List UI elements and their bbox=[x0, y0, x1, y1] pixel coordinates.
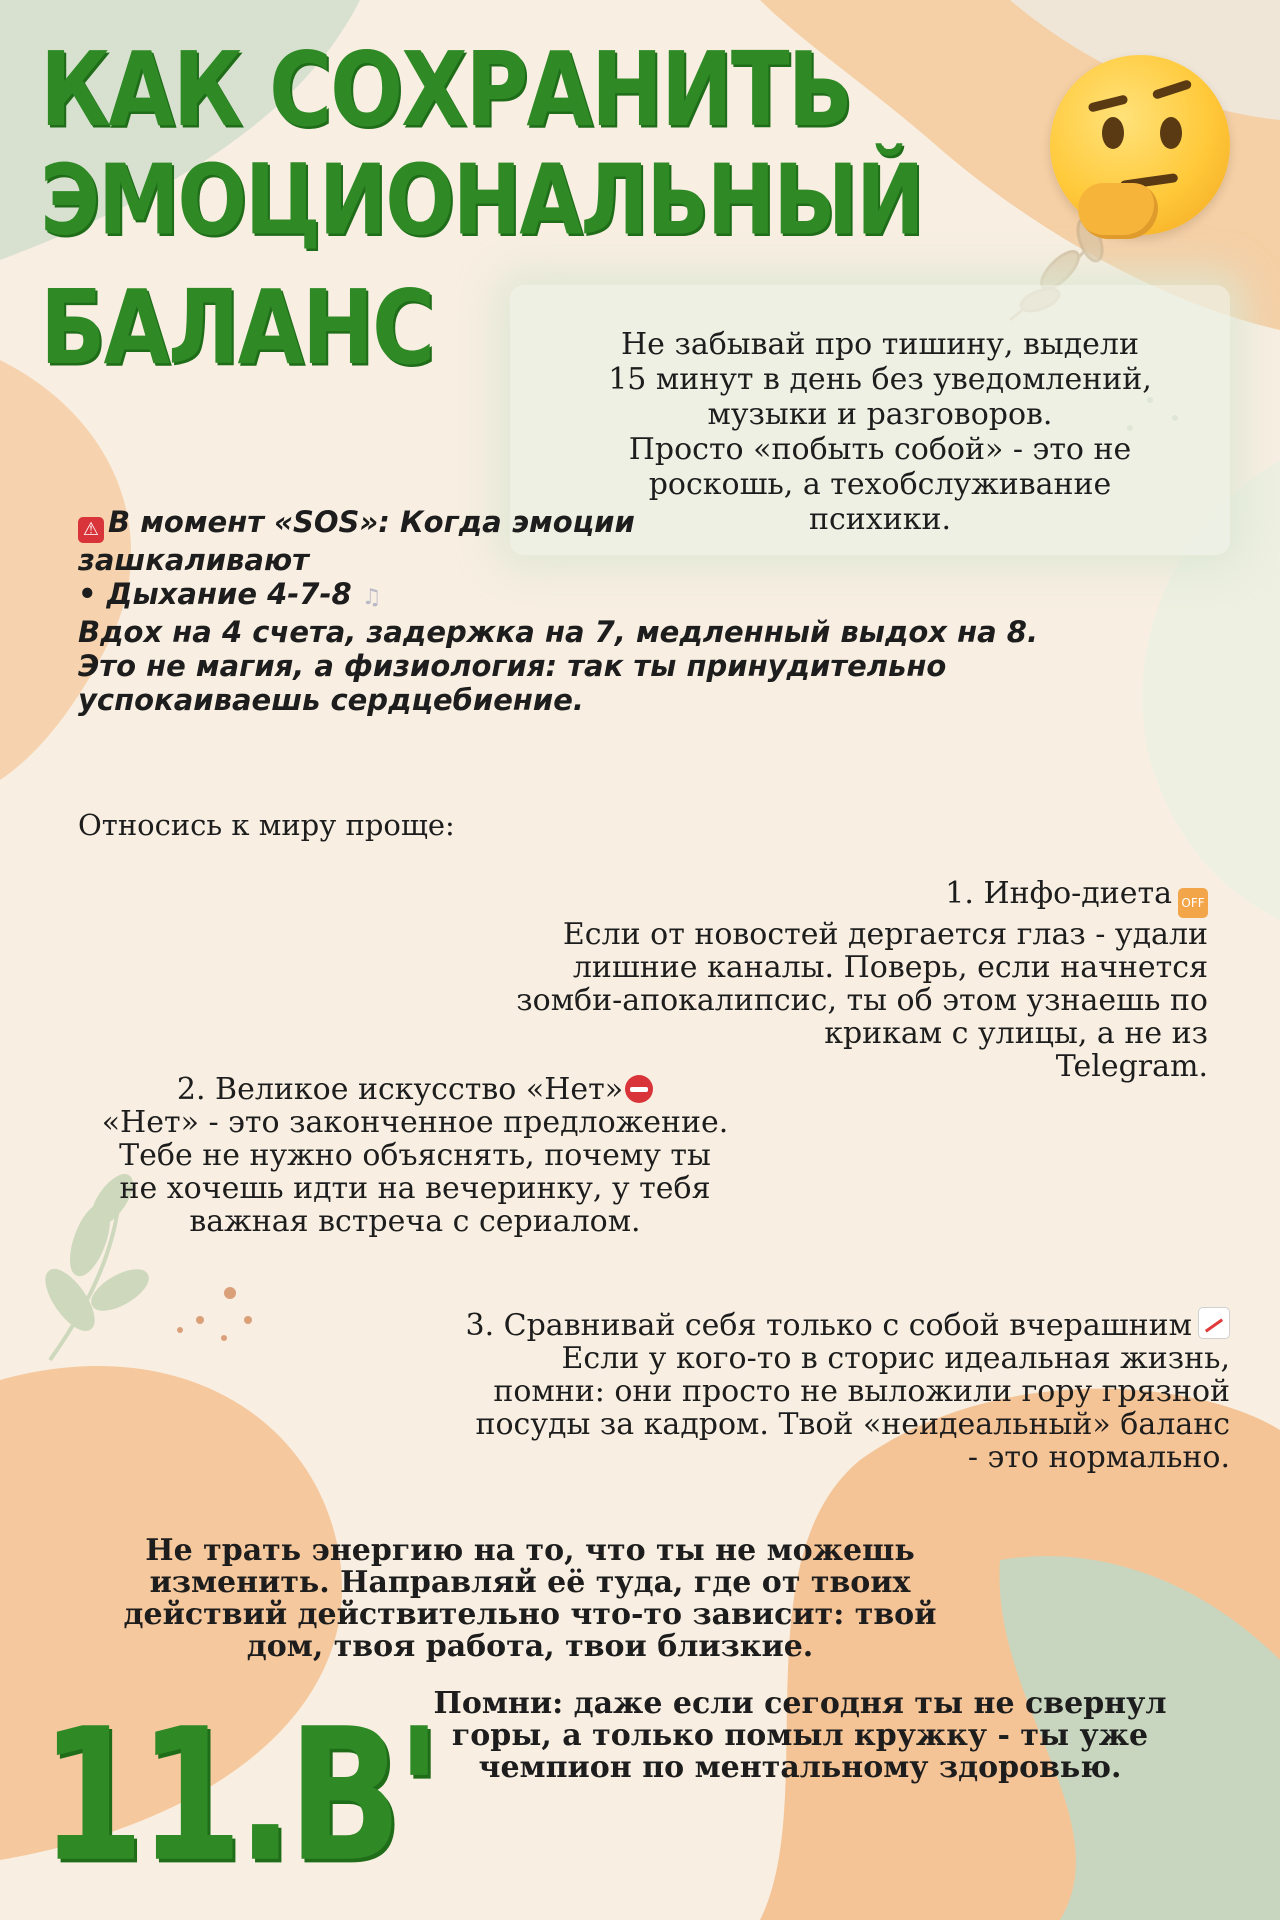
tip-title: 3. Сравнивай себя только с собой вчерашним bbox=[465, 1308, 1192, 1343]
sos-line: Вдох на 4 счета, задержка на 7, медленный выдох на 8. bbox=[78, 615, 1038, 649]
sos-technique: • Дыхание 4-7-8 bbox=[78, 577, 352, 611]
tip-line: посуды за кадром. Твой «неидеальный» баланс bbox=[475, 1407, 1230, 1442]
energy-line: дом, твоя работа, твои близкие. bbox=[246, 1629, 814, 1664]
tip-line: Если у кого-то в сторис идеальная жизнь, bbox=[561, 1341, 1230, 1376]
energy-line: Не трать энергию на то, что ты не можешь bbox=[145, 1533, 915, 1568]
relax-heading: Относись к миру проще: bbox=[78, 808, 455, 842]
tip-line: лишние каналы. Поверь, если начнется bbox=[572, 950, 1208, 985]
energy-line: действий действительно что-то зависит: твой bbox=[123, 1597, 937, 1632]
tip-line: Если от новостей дергается глаз - удали bbox=[562, 917, 1208, 952]
remember-line: горы, а только помыл кружку - ты уже bbox=[451, 1718, 1149, 1753]
tip-title: 1. Инфо-диета bbox=[945, 876, 1172, 911]
tip-title: 2. Великое искусство «Нет» bbox=[176, 1072, 624, 1107]
siren-icon: ⚠ bbox=[78, 517, 104, 543]
intro-line: роскошь, а техобслуживание bbox=[648, 467, 1112, 502]
tip-line: «Нет» - это законченное предложение. bbox=[101, 1105, 729, 1140]
tip-line: - это нормально. bbox=[967, 1440, 1230, 1475]
intro-line: музыки и разговоров. bbox=[707, 397, 1053, 432]
sos-line: Это не магия, а физиология: так ты принудительно bbox=[78, 649, 947, 683]
sos-line: успокаиваешь сердцебиение. bbox=[78, 683, 584, 717]
tip-item-1 bbox=[330, 877, 1208, 1083]
tip-line: Telegram. bbox=[1055, 1049, 1208, 1084]
tip-item-3 bbox=[285, 1307, 1230, 1474]
tip-line: Тебе не нужно объяснять, почему ты bbox=[119, 1138, 711, 1173]
remember-line: чемпион по ментальному здоровью. bbox=[478, 1750, 1122, 1785]
thinking-face-icon bbox=[1050, 55, 1230, 235]
intro-line: Не забывай про тишину, выдели bbox=[621, 327, 1139, 362]
title-line-3: БАЛАНС bbox=[40, 269, 434, 388]
energy-line: изменить. Направляй её туда, где от твоих bbox=[149, 1565, 911, 1600]
tip-item-2 bbox=[40, 1073, 790, 1238]
title-line-1: КАК СОХРАНИТЬ bbox=[40, 31, 852, 150]
class-signature: 11.В' bbox=[40, 1690, 436, 1903]
sos-heading: В момент «SOS»: Когда эмоции bbox=[108, 505, 635, 539]
sos-heading-cont: зашкаливают bbox=[78, 543, 309, 577]
remember-line: Помни: даже если сегодня ты не свернул bbox=[433, 1686, 1167, 1721]
intro-line: психики. bbox=[809, 502, 951, 537]
sos-section bbox=[78, 505, 1128, 717]
tip-line: не хочешь идти на вечеринку, у тебя bbox=[119, 1171, 711, 1206]
musical-notes-icon: ♫ bbox=[361, 585, 382, 610]
intro-line: Просто «побыть собой» - это не bbox=[628, 432, 1132, 467]
intro-line: 15 минут в день без уведомлений, bbox=[608, 362, 1152, 397]
tip-line: зомби-апокалипсис, ты об этом узнаешь по bbox=[516, 983, 1208, 1018]
energy-paragraph bbox=[70, 1535, 990, 1663]
remember-paragraph bbox=[380, 1688, 1220, 1784]
tip-line: важная встреча с сериалом. bbox=[189, 1204, 641, 1239]
mobile-off-icon: OFF bbox=[1178, 888, 1208, 918]
tip-line: помни: они просто не выложили гору грязной bbox=[493, 1374, 1230, 1409]
no-entry-icon bbox=[625, 1075, 653, 1103]
tip-line: крикам с улицы, а не из bbox=[824, 1016, 1208, 1051]
chart-increasing-icon bbox=[1198, 1307, 1230, 1339]
title-line-2: ЭМОЦИОНАЛЬНЫЙ bbox=[40, 144, 923, 257]
